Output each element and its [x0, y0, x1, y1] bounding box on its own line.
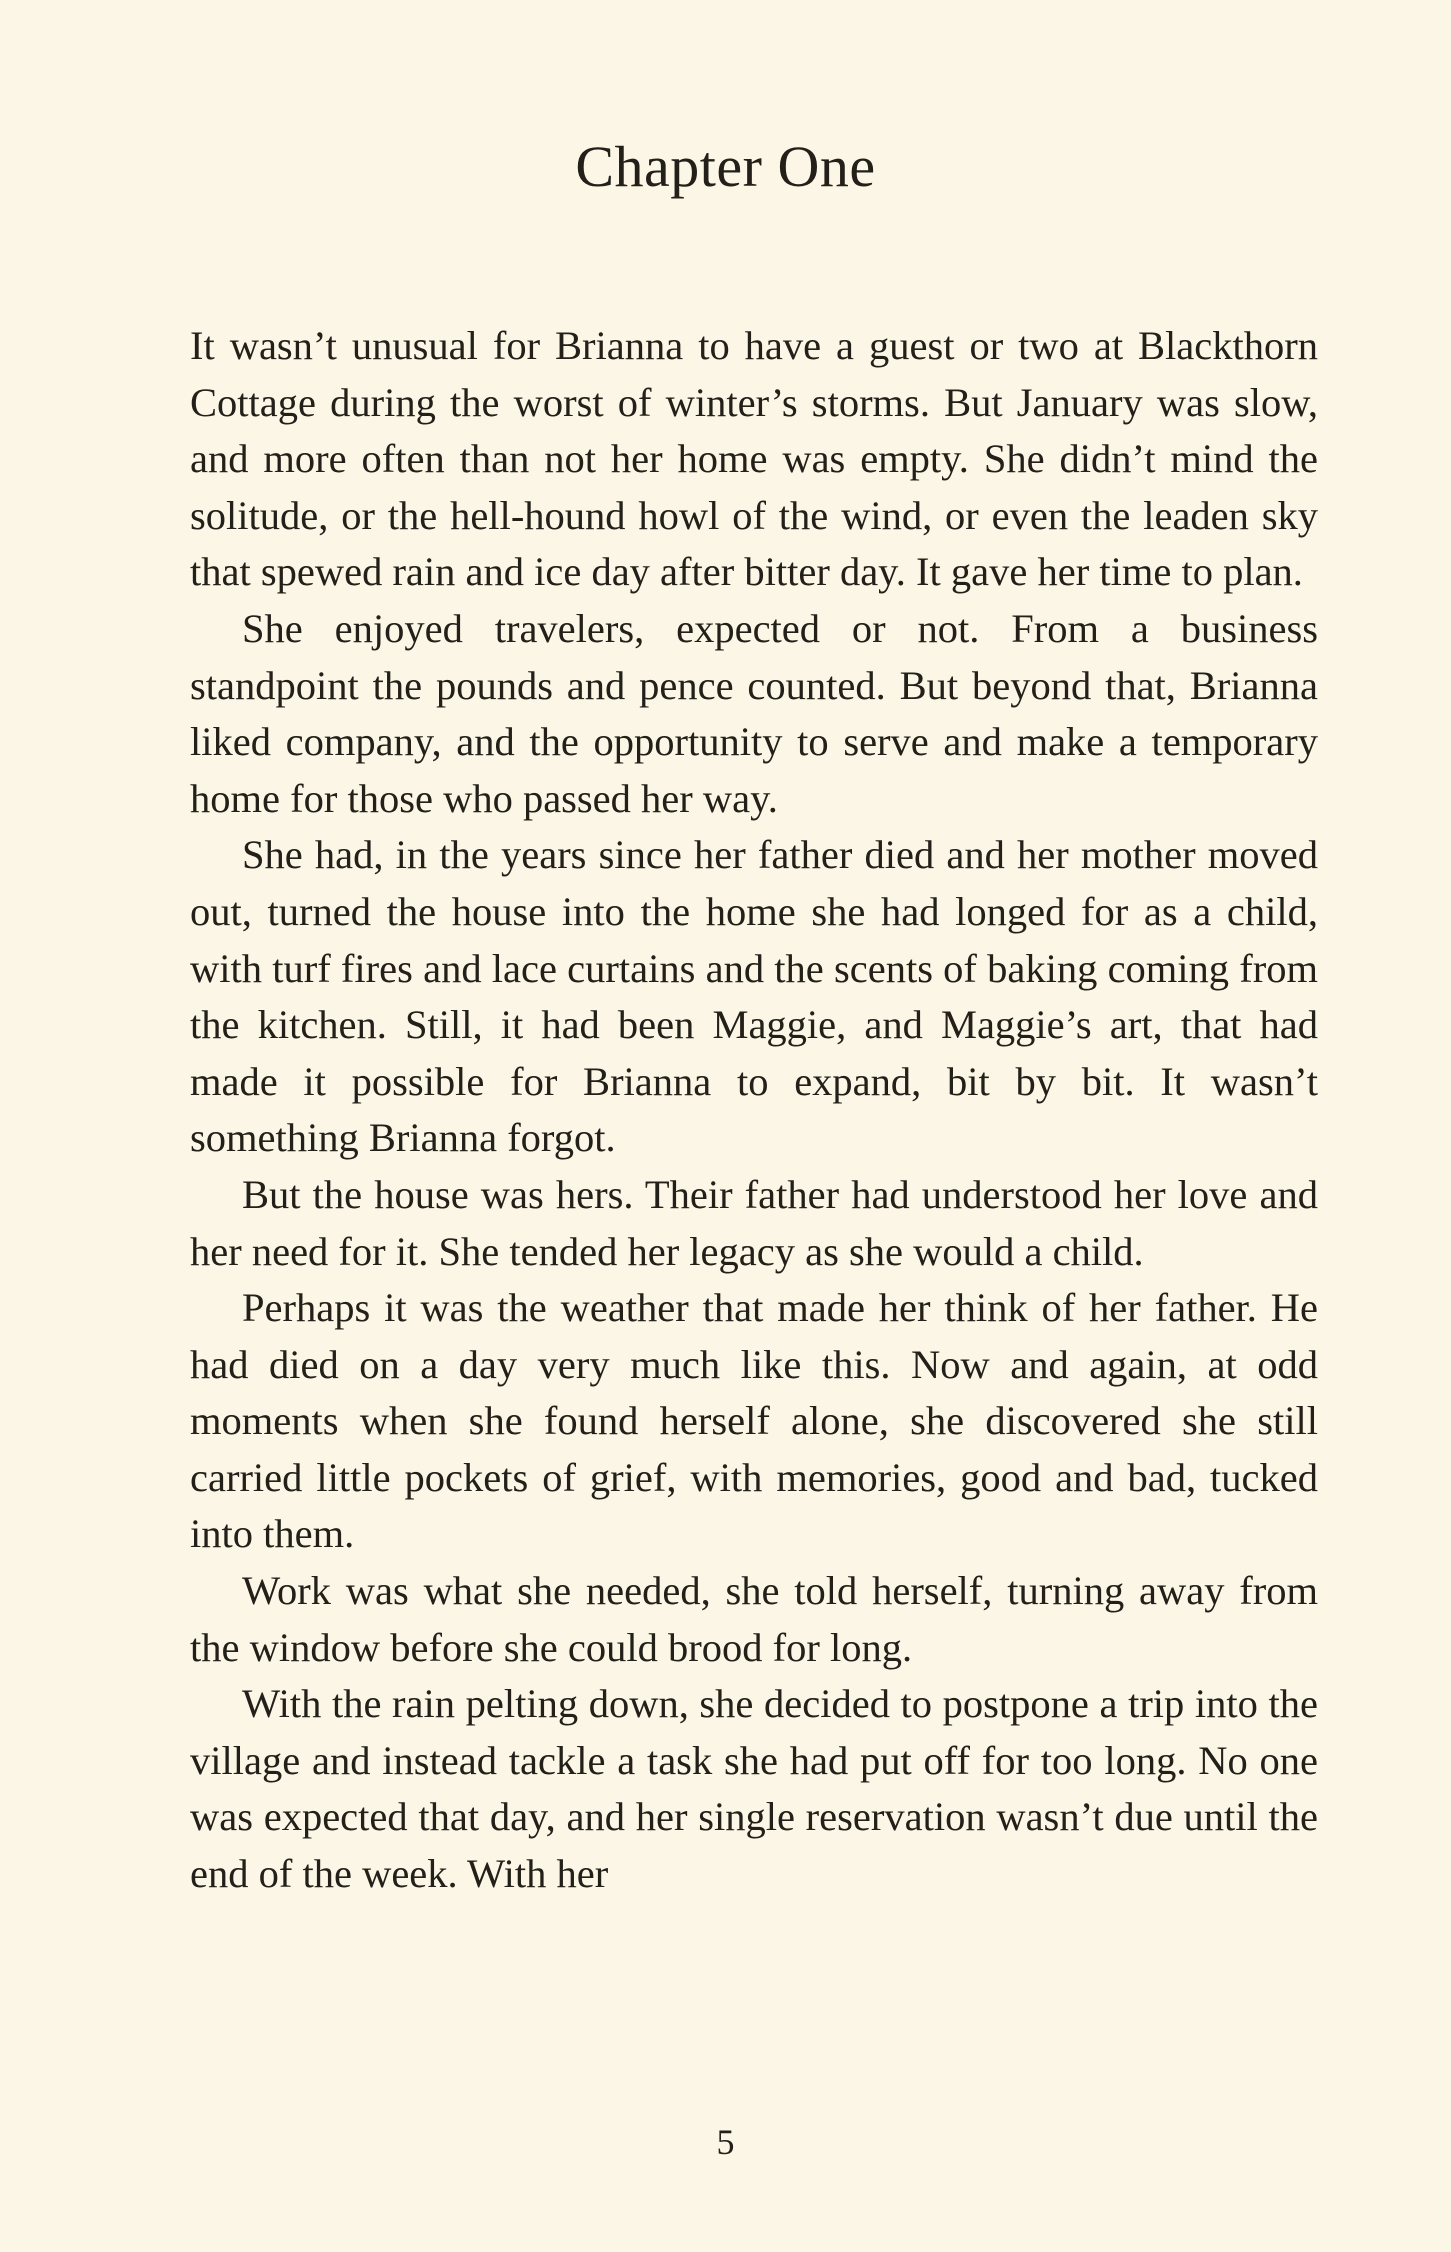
paragraph: She enjoyed travelers, expected or not. From a business standpoint the pounds and pence counted. But beyond that, Brianna liked company, and the opportunity to serve and make a temporary home for those who passed her way.	[190, 605, 1318, 821]
chapter-title: Chapter One	[575, 134, 876, 199]
paragraph: With the rain pelting down, she decided to postpone a trip into the village and instead tackle a task she had put off for too long. No one was expected that day, and her single reservation wasn’t due until the end of the week. With her	[190, 1681, 1318, 1897]
paragraph: But the house was hers. Their father had understood her love and her need for it. She tended her legacy as she would a child.	[190, 1171, 1318, 1274]
paragraph: It wasn’t unusual for Brianna to have a guest or two at Blackthorn Cottage during the worst of winter’s storms. But January was slow, and more often than not her home was empty. She didn’t mind the solitude, or the hell-hound howl of the wind, or even the leaden sky that spewed rain and ice day after bitter day. It gave her time to plan.	[190, 323, 1318, 595]
paragraph: She had, in the years since her father died and her mother moved out, turned the house into the home she had longed for as a child, with turf fires and lace curtains and the scents of baking coming from the kitchen. Still, it had been Maggie, and Maggie’s art, that had made it possible for Brianna to expand, bit by bit. It wasn’t something Brianna forgot.	[190, 832, 1318, 1161]
page-number: 5	[716, 2122, 735, 2162]
paragraph: Work was what she needed, she told herself, turning away from the window before she could brood for long.	[190, 1568, 1318, 1670]
paragraph: Perhaps it was the weather that made her think of her father. He had died on a day very much like this. Now and again, at odd moments when she found herself alone, she discovered she still carried little pockets of grief, with memories, good and bad, tucked into them.	[190, 1285, 1318, 1557]
chapter-body	[190, 318, 1318, 1903]
